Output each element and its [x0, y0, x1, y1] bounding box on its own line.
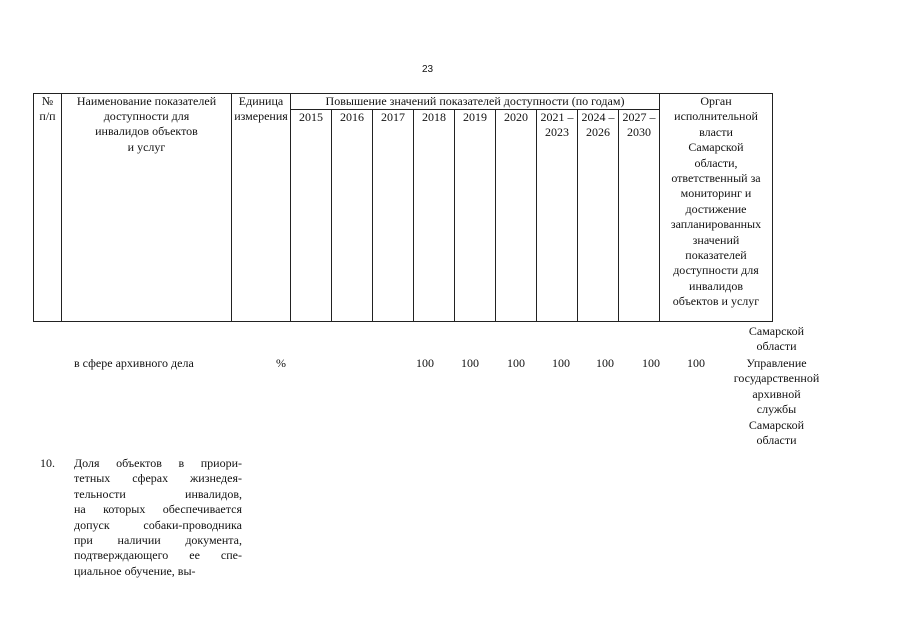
row-value: 100 [596, 356, 614, 370]
header-unit [232, 94, 291, 322]
header-name-line: и услуг [127, 139, 166, 154]
indicators-table-header [33, 93, 773, 322]
header-organ-line: ответственный за [671, 171, 761, 186]
row-organ-line: архивной [752, 386, 801, 401]
row-indicator-name: в сфере архивного дела [74, 356, 194, 370]
row-value: 100 [507, 356, 525, 370]
header-unit-line: Единица [238, 94, 284, 108]
item-text-line: Доля объектов в приори- [74, 456, 242, 470]
item-description [74, 456, 242, 579]
header-num-line: п/п [39, 109, 56, 124]
row-value: 100 [416, 356, 434, 370]
header-organ-line: показателей [685, 248, 747, 263]
item-text-line: тетных сферах жизнедея- [74, 471, 242, 486]
header-organ-line: объектов и услуг [672, 294, 760, 309]
row-value: 100 [687, 356, 705, 370]
header-num [34, 94, 62, 322]
header-year: 2020 [496, 110, 537, 322]
header-unit-line: измерения [234, 109, 288, 124]
page-number: 23 [421, 64, 434, 75]
row-organ [718, 356, 835, 448]
row-organ-line: государственной [733, 371, 820, 386]
row-value: 100 [552, 356, 570, 370]
row-organ-line: службы [756, 402, 797, 417]
item-text-line: на которых обеспечивается [74, 502, 242, 517]
header-organ-line: исполнительной [674, 109, 758, 124]
row-value: 100 [642, 356, 660, 370]
continued-organ-text [718, 324, 835, 355]
header-years-group: Повышение значений показателей доступности (по годам) [291, 94, 660, 110]
header-name-line: доступности для [103, 109, 190, 124]
header-year: 2017 [373, 110, 414, 322]
header-name-line: инвалидов объектов [95, 124, 198, 139]
header-year: 2018 [414, 110, 455, 322]
row-value: 100 [461, 356, 479, 370]
header-year: 2015 [291, 110, 332, 322]
row-organ-line: Самарской [748, 417, 805, 432]
item-text-line: подтверждающего ее спе- [74, 548, 242, 563]
header-indicator-name [62, 94, 232, 322]
header-year: 2024 – 2026 [578, 110, 619, 322]
header-num-line: № [41, 94, 54, 108]
header-organ-line: запланированных [670, 217, 762, 232]
row-organ-line: Управление [746, 356, 807, 370]
header-organ [660, 94, 773, 322]
header-organ-line: Орган [700, 94, 732, 108]
continued-organ-line: Самарской [748, 324, 805, 338]
header-organ-line: области, [694, 155, 738, 170]
item-number: 10. [40, 456, 55, 470]
header-organ-line: мониторинг и [680, 186, 752, 201]
header-year: 2021 – 2023 [537, 110, 578, 322]
continued-organ-line: области [756, 339, 797, 354]
header-organ-line: достижение [685, 201, 747, 216]
header-organ-line: инвалидов [689, 278, 743, 293]
header-name-line: Наименование показателей [76, 94, 217, 108]
header-organ-line: доступности для [673, 263, 759, 278]
row-organ-line: области [756, 433, 797, 448]
item-text-line: циальное обучение, вы- [74, 563, 196, 578]
header-year: 2019 [455, 110, 496, 322]
row-unit: % [276, 356, 286, 370]
header-organ-line: Самарской [688, 140, 744, 155]
item-text-line: тельности инвалидов, [74, 486, 242, 501]
header-year: 2027 – 2030 [619, 110, 660, 322]
item-text-line: при наличии документа, [74, 533, 242, 548]
header-year: 2016 [332, 110, 373, 322]
item-text-line: допуск собаки-проводника [74, 517, 242, 532]
header-organ-line: власти [699, 124, 733, 139]
header-organ-line: значений [692, 232, 740, 247]
